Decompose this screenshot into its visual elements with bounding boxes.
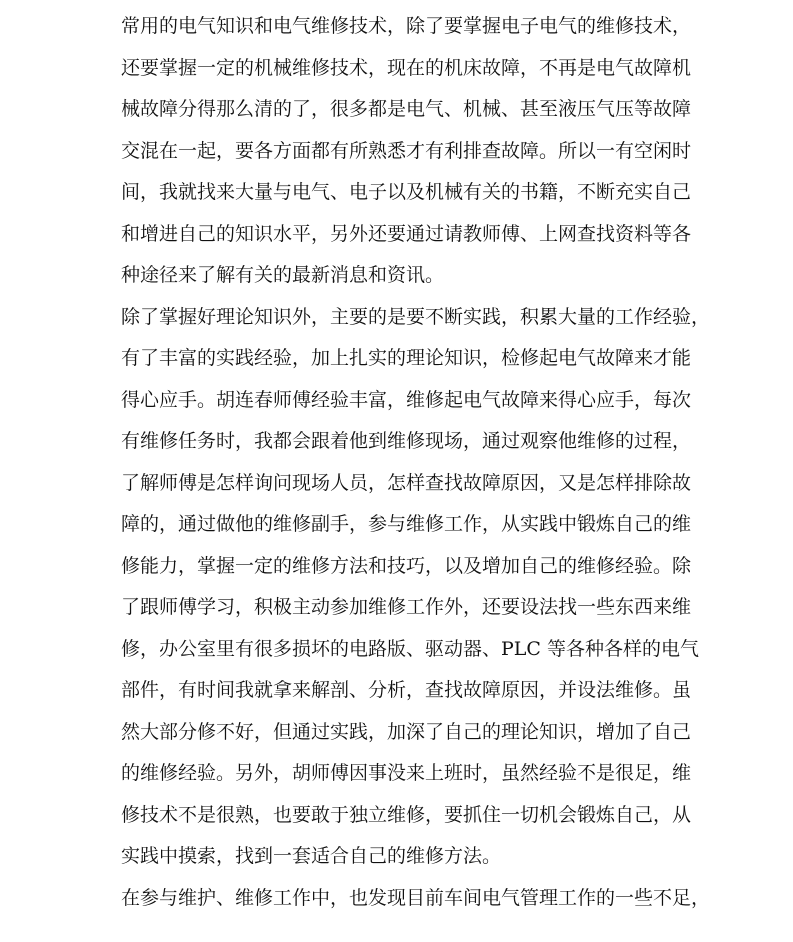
text-line: 的维修经验。另外，胡师傅因事没来上班时，虽然经验不是很足，维 — [121, 762, 692, 784]
text-line: 了跟师傅学习，积极主动参加维修工作外，还要设法找一些东西来维 — [121, 596, 692, 618]
text-line: 得心应手。胡连春师傅经验丰富，维修起电气故障来得心应手，每次 — [121, 388, 692, 411]
paragraph — [121, 297, 711, 878]
text-line: 修技术不是很熟，也要敢于独立维修，要抓住一切机会锻炼自己，从 — [121, 803, 692, 826]
text-line: 交混在一起，要各方面都有所熟悉才有利排查故障。所以一有空闲时 — [121, 139, 692, 162]
text-line: 械故障分得那么清的了，很多都是电气、机械、甚至液压气压等故障 — [121, 98, 692, 120]
text-line: 除了掌握好理论知识外，主要的是要不断实践，积累大量的工作经验， — [121, 305, 711, 328]
text-line: 和增进自己的知识水平，另外还要通过请教师傅、上网查找资料等各 — [121, 222, 692, 245]
text-line: 障的，通过做他的维修副手，参与维修工作，从实践中锻炼自己的维 — [121, 513, 692, 535]
text-line: 修能力，掌握一定的维修方法和技巧，以及增加自己的维修经验。除 — [121, 554, 692, 577]
text-line: 有了丰富的实践经验，加上扎实的理论知识，检修起电气故障来才能 — [121, 347, 692, 369]
paragraph — [121, 878, 711, 920]
text-line: 还要掌握一定的机械维修技术，现在的机床故障，不再是电气故障机 — [121, 56, 692, 79]
text-line: 种途径来了解有关的最新消息和资讯。 — [121, 264, 445, 286]
text-line: 常用的电气知识和电气维修技术，除了要掌握电子电气的维修技术， — [121, 15, 692, 37]
text-line: 间，我就找来大量与电气、电子以及机械有关的书籍，不断充实自己 — [121, 181, 692, 203]
text-line: 有维修任务时，我都会跟着他到维修现场，通过观察他维修的过程， — [121, 430, 692, 452]
text-line: 修，办公室里有很多损坏的电路版、驱动器、PLC 等各种各样的电气 — [121, 637, 699, 660]
document-body-text — [121, 6, 711, 919]
text-line: 实践中摸索，找到一套适合自己的维修方法。 — [121, 845, 502, 867]
text-line: 然大部分修不好，但通过实践，加深了自己的理论知识，增加了自己 — [121, 720, 692, 743]
text-line: 部件，有时间我就拿来解剖、分析，查找故障原因，并设法维修。虽 — [121, 679, 692, 701]
text-line: 了解师傅是怎样询问现场人员，怎样查找故障原因，又是怎样排除故 — [121, 471, 692, 494]
text-line: 在参与维护、维修工作中，也发现目前车间电气管理工作的一些不足， — [121, 886, 711, 909]
paragraph — [121, 6, 692, 297]
